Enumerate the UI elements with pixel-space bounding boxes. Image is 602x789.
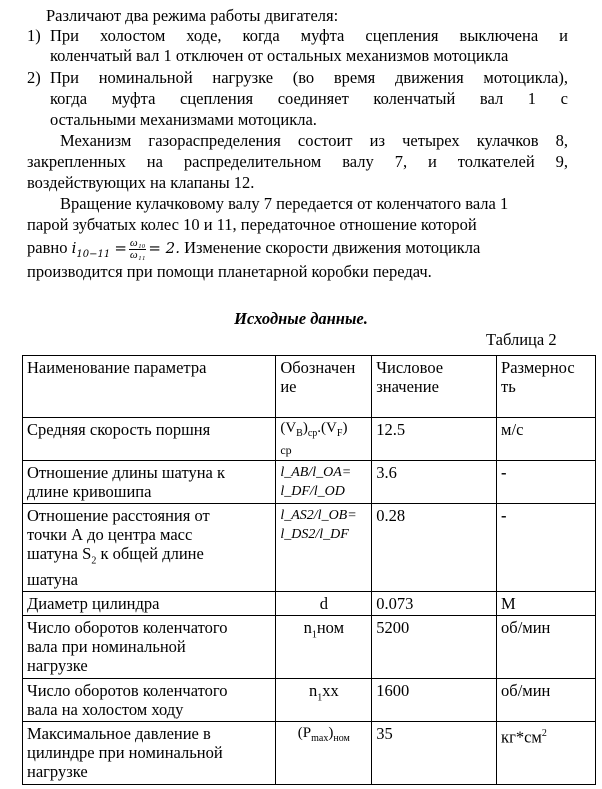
symbol-line: l_AB/l_OA= xyxy=(280,465,352,480)
ratio-suffix: Изменение скорости движения мотоцикла xyxy=(184,238,481,257)
ratio-i: i xyxy=(71,239,77,257)
row-5-unit: об/мин xyxy=(497,616,596,679)
row-6-name xyxy=(23,679,276,722)
row-3-value: 0.28 xyxy=(372,504,497,592)
paragraph-3-line-4: производится при помощи планетарной коробки передач. xyxy=(27,262,432,281)
name-line: Число оборотов коленчатого xyxy=(27,681,228,701)
row-4-symbol: d xyxy=(276,592,372,616)
table-row xyxy=(23,461,596,504)
parameters-table xyxy=(22,355,596,785)
row-2-value: 3.6 xyxy=(372,461,497,504)
name-line: Отношение длины шатуна к xyxy=(27,463,225,482)
row-3-name xyxy=(23,504,276,592)
table-header-row xyxy=(23,356,596,418)
header-name: Наименование параметра xyxy=(23,356,276,418)
paragraph-2-line-1: Механизм газораспределения состоит из четырех кулачков 8, xyxy=(60,131,568,150)
symbol-sub: B xyxy=(296,428,303,439)
row-1-name: Средняя скорость поршня xyxy=(23,418,276,461)
header-unit-line-1: Размернос xyxy=(501,358,575,377)
symbol-part: (V xyxy=(280,420,297,436)
symbol-sub: 1 xyxy=(317,692,323,704)
name-line: шатуна S xyxy=(27,544,92,563)
symbol-sub: max xyxy=(311,733,329,745)
header-value-line-2: значение xyxy=(376,377,439,396)
table-row xyxy=(23,679,596,722)
list-item-2-line-3: остальными механизмами мотоцикла. xyxy=(50,110,317,129)
header-value xyxy=(372,356,497,418)
symbol-sub: ср xyxy=(307,428,318,439)
table-caption: Таблица 2 xyxy=(486,330,557,349)
row-4-name: Диаметр цилиндра xyxy=(23,592,276,616)
row-4-unit: М xyxy=(497,592,596,616)
row-7-unit xyxy=(497,722,596,785)
row-7-symbol xyxy=(276,722,372,785)
paragraph-3-line-1: Вращение кулачковому валу 7 передается от коленчатого вала 1 xyxy=(60,194,509,213)
row-5-value: 5200 xyxy=(372,616,497,679)
unit-part: кг*см xyxy=(501,727,542,747)
ratio-fraction xyxy=(129,238,146,261)
ratio-subscript: 10−11 xyxy=(76,249,111,260)
paragraph-2-line-3: воздействующих на клапаны 12. xyxy=(27,173,255,192)
name-line: цилиндре при номинальной xyxy=(27,743,223,763)
table-row xyxy=(23,418,596,461)
list-item-1-line-2: коленчатый вал 1 отключен от остальных механизмов мотоцикла xyxy=(50,46,509,65)
row-1-value: 12.5 xyxy=(372,418,497,461)
symbol-sub: F xyxy=(336,428,343,439)
ratio-value: = 2. xyxy=(148,239,180,257)
row-2-unit: - xyxy=(497,461,596,504)
row-6-symbol xyxy=(276,679,372,722)
table-row xyxy=(23,592,596,616)
row-7-value: 35 xyxy=(372,722,497,785)
symbol-part: ) xyxy=(302,420,308,436)
name-line: вала на холостом ходу xyxy=(27,700,184,720)
row-6-unit: об/мин xyxy=(497,679,596,722)
row-5-name xyxy=(23,616,276,679)
name-sub: 2 xyxy=(91,555,97,567)
name-line: нагрузке xyxy=(27,656,88,676)
header-symbol xyxy=(276,356,372,418)
row-4-value: 0.073 xyxy=(372,592,497,616)
ratio-equals: = xyxy=(114,239,127,257)
header-symbol-line-2: ие xyxy=(280,377,297,396)
paragraph-2-line-2: закрепленных на распределительном валу 7, и толкателей 9, xyxy=(27,152,568,171)
name-line: к общей длине xyxy=(96,544,204,563)
header-unit-line-2: ть xyxy=(501,377,516,396)
header-symbol-line-1: Обозначен xyxy=(280,358,356,377)
name-line: длине кривошипа xyxy=(27,482,152,501)
list-item-2-line-1: При номинальной нагрузке (во время движения мотоцикла), xyxy=(50,68,568,87)
symbol-part: ) xyxy=(342,420,348,436)
fraction-numerator: ω₁₀ xyxy=(129,236,146,249)
section-heading: Исходные данные. xyxy=(234,309,368,328)
symbol-line: l_DS2/l_DF xyxy=(280,527,349,542)
ratio-symbol xyxy=(71,239,111,260)
name-line: шатуна xyxy=(27,570,78,590)
row-2-symbol xyxy=(276,461,372,504)
row-3-symbol xyxy=(276,504,372,592)
row-1-symbol xyxy=(276,418,372,461)
paragraph-3-line-2: парой зубчатых колес 10 и 11, передаточное отношение которой xyxy=(27,215,477,234)
symbol-part: ном xyxy=(316,618,345,638)
list-item-2-line-2: когда муфта сцепления соединяет коленчатый вал 1 с xyxy=(50,89,568,108)
name-line: вала при номинальной xyxy=(27,637,186,657)
symbol-part: n xyxy=(308,681,318,701)
symbol-part: ) xyxy=(328,725,334,742)
row-1-unit: м/с xyxy=(497,418,596,461)
table-row xyxy=(23,722,596,785)
name-line: нагрузке xyxy=(27,762,88,782)
symbol-tail: ср xyxy=(280,443,292,457)
list-number-1: 1) xyxy=(27,26,41,45)
row-3-unit: - xyxy=(497,504,596,592)
table-row xyxy=(23,616,596,679)
row-6-value: 1600 xyxy=(372,679,497,722)
ratio-prefix: равно xyxy=(27,238,68,257)
symbol-part: (P xyxy=(297,725,312,742)
name-line: Отношение расстояния от xyxy=(27,506,210,525)
symbol-line: l_AS2/l_OB= xyxy=(280,508,357,523)
symbol-part: .(V xyxy=(317,420,337,436)
fraction-denominator: ω₁₁ xyxy=(129,248,146,261)
row-7-name xyxy=(23,722,276,785)
name-line: Максимальное давление в xyxy=(27,724,211,744)
symbol-part: n xyxy=(303,618,312,638)
intro-line: Различают два режима работы двигателя: xyxy=(46,6,339,25)
unit-superscript: 2 xyxy=(541,728,547,740)
symbol-sub: ном xyxy=(333,733,350,745)
list-item-1-line-1: При холостом ходе, когда муфта сцепления выключена и xyxy=(50,26,568,45)
header-unit xyxy=(497,356,596,418)
row-2-name xyxy=(23,461,276,504)
table-row xyxy=(23,504,596,592)
symbol-part: хх xyxy=(322,681,339,701)
symbol-sub: 1 xyxy=(311,629,317,641)
list-number-2: 2) xyxy=(27,68,41,87)
header-value-line-1: Числовое xyxy=(376,358,444,377)
name-line: точки А до центра масс xyxy=(27,525,193,544)
symbol-line: l_DF/l_OD xyxy=(280,484,345,499)
row-5-symbol xyxy=(276,616,372,679)
name-line: Число оборотов коленчатого xyxy=(27,618,228,638)
